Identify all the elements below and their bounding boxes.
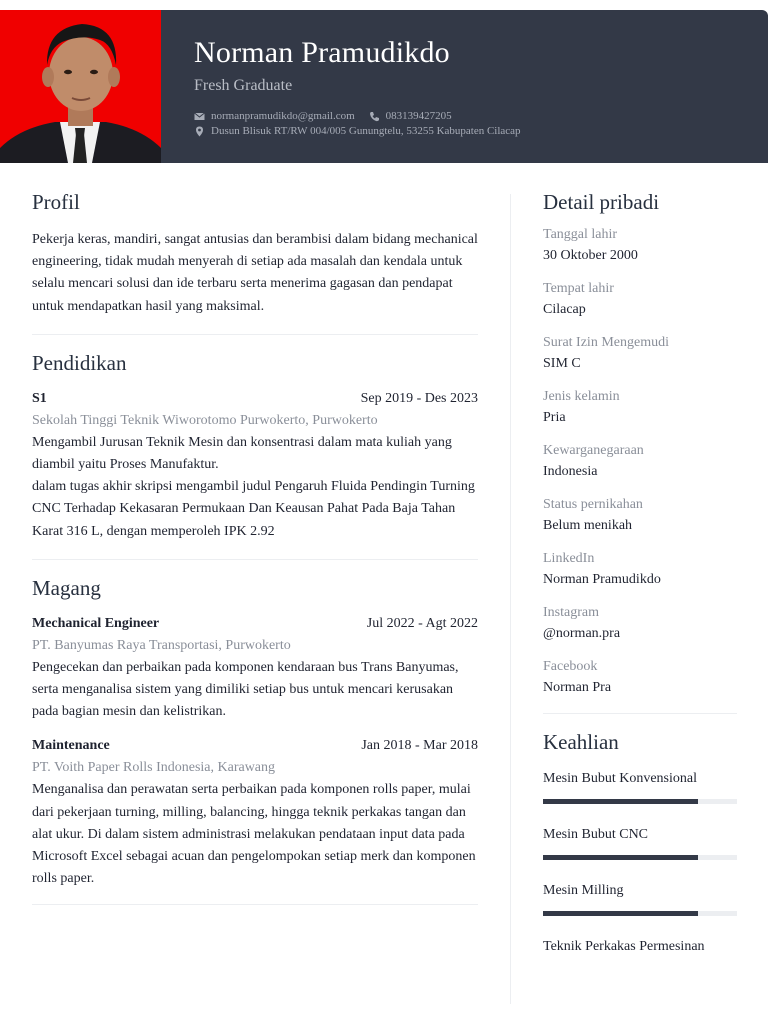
detail-label: Jenis kelamin (543, 389, 620, 404)
skill-name: Mesin Bubut CNC (543, 827, 649, 842)
detail-label: Tanggal lahir (543, 227, 618, 242)
education-description: Mengambil Jurusan Teknik Mesin dan konsentrasi dalam mata kuliah yang diambil yaitu Proses Manufaktur. (32, 434, 452, 473)
detail-label: Tempat lahir (543, 281, 614, 296)
education-thesis: dalam tugas akhir skripsi mengambil judul Pengaruh Fluida Pendingin Turning CNC Terhadap Kekasaran Permukaan Dan Keausan Pahat Pada Baja Tahan Karat 316 L, dengan memperoleh IPK 2.92 (32, 479, 475, 539)
detail-item (543, 549, 737, 591)
details-list (543, 225, 737, 699)
phone-number[interactable]: 083139427205 (385, 110, 452, 122)
email-link[interactable]: normanpramudikdo@gmail.com (211, 110, 355, 122)
profile-text: Pekerja keras, mandiri, sangat antusias dan berambisi dalam bidang mechanical engineering, tidak mudah menyerah di setiap ada masalah dan kendala untuk selalu mencari solusi dan ide terbaru serta menerima gagasan dan pendapat untuk mendapatkan hasil yang maksimal. (32, 232, 478, 314)
skill-item (543, 937, 737, 957)
address-text: Dusun Blisuk RT/RW 004/005 Gunungtelu, 53255 Kabupaten Cilacap (211, 125, 521, 137)
education-institution: Sekolah Tinggi Teknik Wiworotomo Purwokerto, Purwokerto (32, 412, 378, 428)
envelope-icon (194, 111, 205, 122)
detail-label: LinkedIn (543, 551, 595, 566)
phone-icon (369, 111, 380, 122)
detail-label: Facebook (543, 659, 598, 674)
section-divider (543, 713, 737, 714)
education-period: Sep 2019 - Des 2023 (360, 390, 478, 406)
internship-description: Menganalisa dan perawatan serta perbaikan pada komponen rolls paper, mulai dari pekerjaan turning, milling, balancing, hingga teknik perkakas tangan dan alat ukur. Di dalam sistem administrasi melakukan pendataan input data pada Microsoft Excel sebagai acuan dan pengelompokan setiap merk dan komponen rolls paper. (32, 782, 476, 887)
candidate-role: Fresh Graduate (194, 77, 293, 94)
education-heading: Pendidikan (32, 350, 127, 375)
detail-item (543, 333, 737, 375)
internship-title: Maintenance (32, 738, 110, 754)
skills-list (543, 769, 737, 957)
skill-item (543, 769, 737, 804)
detail-label: Surat Izin Mengemudi (543, 335, 669, 350)
detail-label: Status pernikahan (543, 497, 643, 512)
internship-company: PT. Voith Paper Rolls Indonesia, Karawang (32, 760, 276, 776)
detail-value: 30 Oktober 2000 (543, 248, 638, 263)
column-divider (510, 194, 511, 1004)
instagram-link[interactable]: @norman.pra (543, 626, 621, 641)
skill-level-fill (543, 911, 698, 916)
internship-entry (32, 735, 478, 890)
detail-label: Instagram (543, 605, 599, 620)
detail-item (543, 603, 737, 645)
internship-entry-head (32, 735, 478, 757)
candidate-name: Norman Pramudikdo (194, 36, 450, 69)
skill-level-bar (543, 799, 737, 804)
detail-value: Belum menikah (543, 518, 633, 533)
linkedin-link[interactable]: Norman Pramudikdo (543, 572, 661, 587)
internship-company: PT. Banyumas Raya Transportasi, Purwokerto (32, 637, 291, 653)
skill-name: Mesin Milling (543, 883, 624, 898)
sidebar-column (543, 190, 737, 957)
detail-item (543, 441, 737, 483)
detail-item (543, 387, 737, 429)
skill-level-fill (543, 855, 698, 860)
skill-item (543, 825, 737, 860)
address-row (194, 125, 521, 137)
contact-row (194, 110, 452, 122)
internship-heading: Magang (32, 575, 101, 600)
skill-level-bar (543, 911, 737, 916)
skill-name: Mesin Bubut Konvensional (543, 771, 697, 786)
profile-heading: Profil (32, 190, 80, 214)
internship-period: Jan 2018 - Mar 2018 (361, 738, 478, 754)
detail-label: Kewarganegaraan (543, 443, 644, 458)
detail-item (543, 225, 737, 267)
skill-name: Teknik Perkakas Permesinan (543, 939, 705, 954)
detail-value: Indonesia (543, 464, 598, 479)
skill-level-fill (543, 799, 698, 804)
detail-item (543, 279, 737, 321)
internship-entry-head (32, 613, 478, 635)
main-column (32, 190, 478, 905)
internship-period: Jul 2022 - Agt 2022 (366, 615, 478, 631)
skills-heading: Keahlian (543, 730, 619, 754)
facebook-link[interactable]: Norman Pra (543, 680, 612, 695)
internship-entry (32, 613, 478, 724)
section-divider (32, 334, 478, 335)
education-entry (32, 388, 478, 543)
details-heading: Detail pribadi (543, 190, 660, 214)
education-entry-head (32, 388, 478, 410)
skill-level-bar (543, 855, 737, 860)
detail-value: Cilacap (543, 302, 586, 317)
internship-title: Mechanical Engineer (32, 615, 160, 631)
skill-item (543, 881, 737, 916)
profile-photo (0, 10, 161, 163)
detail-value: Pria (543, 410, 566, 425)
detail-item (543, 495, 737, 537)
section-divider (32, 904, 478, 905)
detail-value: SIM C (543, 356, 581, 371)
internship-description: Pengecekan dan perbaikan pada komponen kendaraan bus Trans Banyumas, serta menganalisa sistem yang dimiliki setiap bus untuk mencari kerusakan pada bagian mesin dan kelistrikan. (32, 659, 459, 720)
location-pin-icon (194, 126, 205, 137)
detail-item (543, 657, 737, 699)
section-divider (32, 559, 478, 560)
education-degree: S1 (32, 390, 47, 406)
